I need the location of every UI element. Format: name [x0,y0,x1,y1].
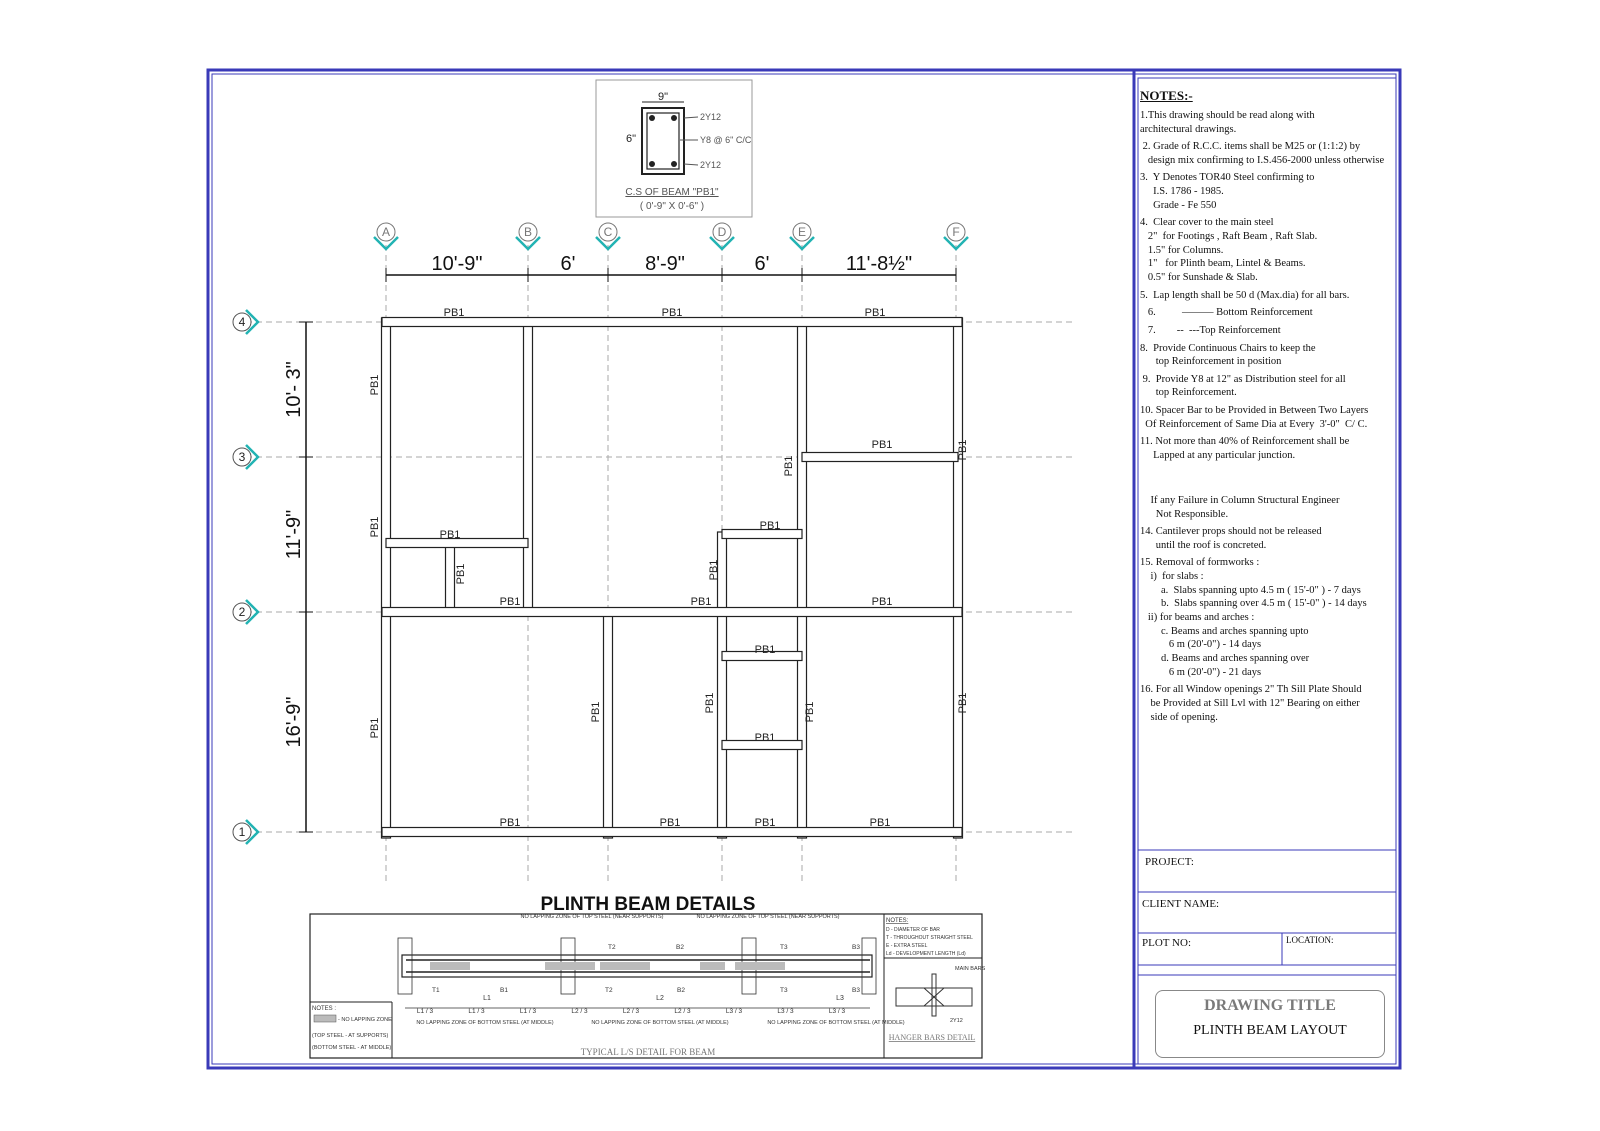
plinth-beam [798,318,807,838]
col-dim: 10'-9" [431,253,483,275]
beam-label: PB1 [369,374,381,396]
grid-label-row-2: 2 [238,605,246,619]
grid-label-b: B [523,225,533,239]
beam-cross-section [596,80,752,217]
ls-no-lap-zone [700,962,725,970]
beam-label: PB1 [499,596,521,608]
grid-label-row-3: 3 [238,450,246,464]
ls-third-label: L2 / 3 [571,1008,588,1015]
ls-bar-mark-top: B3 [852,944,860,951]
ls-nolap-top-1: NO LAPPING ZONE OF TOP STEEL (NEAR SUPPORTS) [520,914,664,920]
beam-label: PB1 [754,817,776,829]
location-label: LOCATION: [1286,935,1334,945]
ls-bar-mark-bottom: B1 [500,987,508,994]
section-depth: 6" [625,133,636,145]
beam-label: PB1 [957,439,969,461]
drawing-title-label: DRAWING TITLE [1204,997,1336,1014]
beam-label: PB1 [754,644,776,656]
beam-label: PB1 [783,455,795,477]
detail-notes-head: NOTES : [312,1006,337,1012]
plot-no-label: PLOT NO: [1142,937,1191,949]
hanger-caption: HANGER BARS DETAIL [888,1033,976,1042]
beam-label: PB1 [957,692,969,714]
grid-label-row-1: 1 [238,825,246,839]
note-item: 4. Clear cover to the main steel 2" for Footings , Raft Beam , Raft Slab. 1.5" for Columns. 1" for Plinth beam, Lintel & Beams. 0.5" for Sunshade & Slab. [1140,217,1318,283]
plinth-beam [604,612,613,838]
beam-label: PB1 [869,817,891,829]
ls-third-label: L3 / 3 [725,1008,743,1015]
ls-nolap-bottom: NO LAPPING ZONE OF BOTTOM STEEL (AT MIDDLE) [591,1020,729,1026]
beam-label: PB1 [871,439,893,451]
abbr-3: E - EXTRA STEEL [886,943,928,949]
ls-third-label: L1 / 3 [416,1008,434,1015]
section-stirrups: Y8 @ 6" C/C [700,135,752,145]
col-dim: 8'-9" [645,253,685,275]
beam-label: PB1 [443,307,465,319]
ls-bar-mark-bottom: T3 [780,987,788,994]
ls-nolap-bottom: NO LAPPING ZONE OF BOTTOM STEEL (AT MIDDLE) [767,1020,905,1026]
beam-label: PB1 [455,563,467,585]
beam-label: PB1 [499,817,521,829]
ls-third-label: L3 / 3 [828,1008,846,1015]
section-size: ( 0'-9" X 0'-6" ) [639,201,705,212]
ls-nolap-top-2: NO LAPPING ZONE OF TOP STEEL (NEAR SUPPORTS) [696,914,840,920]
beam-label: PB1 [659,817,681,829]
beam-label: PB1 [661,307,683,319]
abbr-head: NOTES: [886,918,909,924]
section-caption: C.S OF BEAM "PB1" [625,187,719,198]
note-item: 1.This drawing should be read along with architectural drawings. [1140,109,1315,135]
legend-line-2: (TOP STEEL - AT SUPPORTS) [312,1033,389,1039]
note-item: 2. Grade of R.C.C. items shall be M25 or (1:1:2) by design mix confirming to I.S.456-2000 unless otherwise [1142,141,1385,166]
section-width: 9" [657,91,669,103]
note-item: 8. Provide Continuous Chairs to keep the top Reinforcement in position [1140,342,1316,368]
abbr-4: Ld - DEVELOPMENT LENGTH (Ld) [886,951,966,957]
detail-caption: TYPICAL L/S DETAIL FOR BEAM [580,1047,716,1057]
client-name-label: CLIENT NAME: [1142,898,1220,910]
ls-bar-mark-bottom: T2 [605,987,613,994]
ls-no-lap-zone [600,962,650,970]
ls-bar-mark-top: B2 [676,944,684,951]
no-lap-hatch [314,1015,336,1022]
ls-no-lap-zone [545,962,595,970]
ls-no-lap-zone [735,962,785,970]
ls-span-label: L2 [656,995,664,1002]
note-item: 6. ——— Bottom Reinforcement [1140,307,1313,319]
note-item: 16. For all Window openings 2" Th Sill Plate Should be Provided at Sill Lvl with 12" Bearing on either side of opening. [1140,684,1362,723]
grid-label-c: C [603,225,613,239]
note-item: 5. Lap length shall be 50 d (Max.dia) for all bars. [1140,289,1350,301]
ls-bar-mark-bottom: B3 [852,987,860,994]
plinth-beam [954,318,963,838]
section-bottom-bars: 2Y12 [700,160,722,170]
grid-label-a: A [381,225,391,239]
beam-label: PB1 [754,732,776,744]
section-top-bars: 2Y12 [700,112,722,122]
project-label: PROJECT: [1145,856,1194,868]
note-item: 3. Y Denotes TOR40 Steel confirming to I.S. 1786 - 1985. Grade - Fe 550 [1140,172,1315,211]
ls-no-lap-zone [430,962,470,970]
beam-label: PB1 [590,701,602,723]
abbr-2: T - THROUGHOUT STRAIGHT STEEL [886,935,973,941]
col-dim: 6' [754,253,770,275]
general-notes [1140,88,1402,728]
detail-title: PLINTH BEAM DETAILS [540,894,756,915]
ls-bar-mark-bottom: B2 [677,987,685,994]
grid-label-e: E [797,225,807,239]
beam-label: PB1 [871,596,893,608]
abbr-1: D - DIAMETER OF BAR [886,927,940,933]
note-item: 10. Spacer Bar to be Provided in Between Two Layers Of Reinforcement of Same Dia at Every 3'-0" C/ C. [1140,405,1369,430]
beam-label: PB1 [690,596,712,608]
notes-heading: NOTES:- [1140,88,1193,103]
grid-label-row-4: 4 [238,315,246,329]
drawing-title: PLINTH BEAM LAYOUT [1193,1023,1347,1038]
main-bars-label: MAIN BARS [955,966,986,972]
row-dim: 16'-9" [283,696,305,748]
drawing-title-box [1155,990,1385,1058]
beam-label: PB1 [759,520,781,532]
grid-label-f: F [952,225,960,239]
legend-line-1: - NO LAPPING ZONE [338,1017,392,1023]
typical-ls-detail [310,894,986,1058]
beam-label: PB1 [704,692,716,714]
note-item: 9. Provide Y8 at 12" as Distribution steel for all top Reinforcement. [1142,373,1346,399]
beam-label: PB1 [369,717,381,739]
ls-third-label: L3 / 3 [777,1008,794,1015]
beam-label: PB1 [864,307,886,319]
beam-label: PB1 [369,516,381,538]
ls-span-label: L1 [483,995,491,1002]
ls-bar-mark-top: T2 [608,944,616,951]
col-dim: 6' [560,253,576,275]
plinth-beam [382,318,391,838]
plinth-beam [446,547,455,612]
ls-third-label: L1 / 3 [468,1008,485,1015]
note-item: 7. -- ---Top Reinforcement [1140,324,1281,336]
plinth-beam-plan [233,223,1075,885]
ls-span-label: L3 [836,995,844,1002]
grid-label-d: D [717,225,727,239]
beam-label: PB1 [804,701,816,723]
note-item: 11. Not more than 40% of Reinforcement shall be Lapped at any particular junction. [1140,436,1350,461]
col-dim: 11'-8½" [845,253,913,275]
note-item: If any Failure in Column Structural Engineer Not Responsible. [1150,494,1340,520]
beam-label: PB1 [708,559,720,581]
plinth-beam [802,453,958,462]
ls-third-label: L1 / 3 [519,1008,537,1015]
ls-bar-mark-bottom: T1 [432,987,440,994]
legend-line-3: (BOTTOM STEEL - AT MIDDLE) [312,1045,392,1051]
note-item: 14. Cantilever props should not be released until the roof is concreted. [1140,526,1322,551]
ls-third-label: L2 / 3 [674,1008,691,1015]
ls-third-label: L2 / 3 [622,1008,640,1015]
hanger-bar-label: 2Y12 [950,1018,963,1024]
beam-label: PB1 [439,529,461,541]
row-dim: 10'- 3" [283,361,305,418]
plinth-beam [382,608,962,617]
ls-bar-mark-top: T3 [780,944,788,951]
row-dim: 11'-9" [283,509,305,560]
plinth-beam [524,318,533,612]
ls-nolap-bottom: NO LAPPING ZONE OF BOTTOM STEEL (AT MIDDLE) [416,1020,554,1026]
note-item: 15. Removal of formworks : i) for slabs : a. Slabs spanning upto 4.5 m ( 15'-0" ) - 7 days b. Slabs spanning over 4.5 m ( 15'-0" ) - 14 days ii) for beams and arches : c. Beams and arches spanning upto 6 m (20'-0") - 14 days d. Beams and arches spanning over 6 m (20'-0") - 21 days [1140,557,1367,678]
